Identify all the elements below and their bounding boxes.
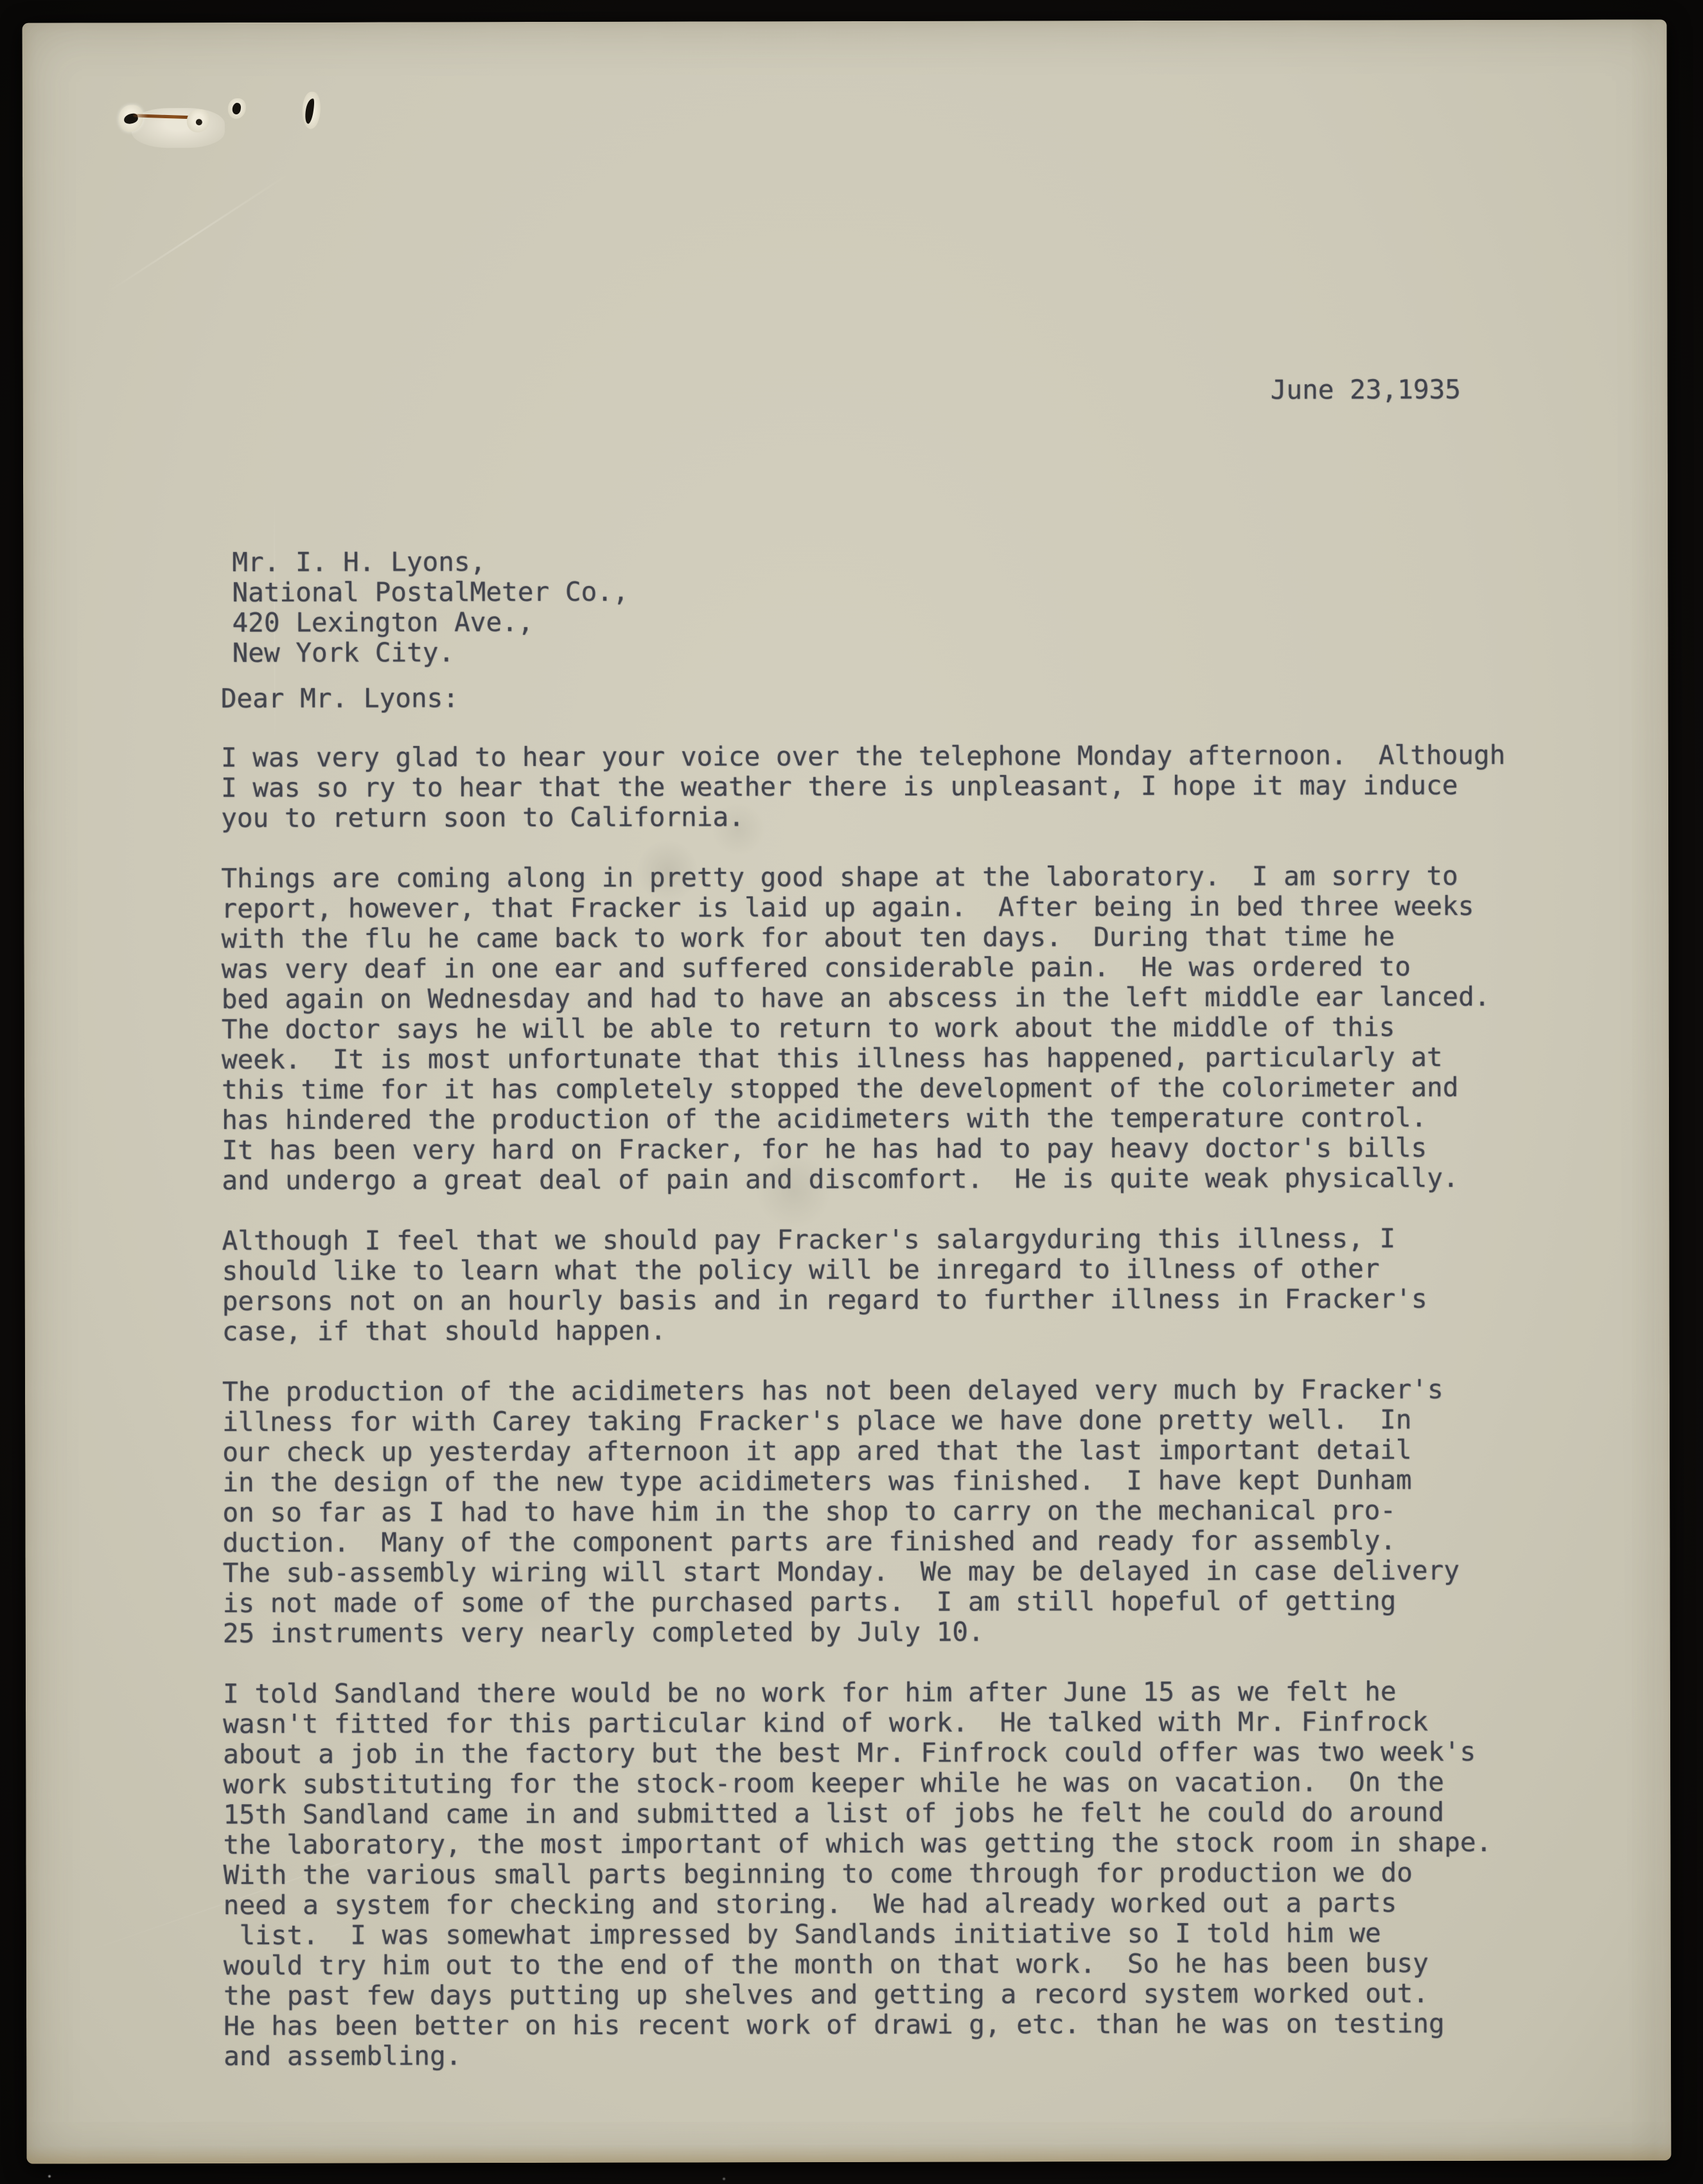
text-line: and assembling.: [224, 2040, 462, 2072]
text-line: about a job in the factory but the best Mr. Finfrock could offer was two week's: [223, 1736, 1476, 1770]
text-line: work substituting for the stock-room keeper while he was on vacation. On the: [223, 1766, 1444, 1800]
text-line: list. I was somewhat impressed by Sandlands initiative so I told him we: [223, 1917, 1381, 1951]
text-line: illness for with Carey taking Fracker's place we have done pretty well. In: [222, 1404, 1412, 1438]
text-line: and undergo a great deal of pain and discomfort. He is quite weak physically.: [222, 1162, 1459, 1196]
text-line: week. It is most unfortunate that this illness has happened, particularly at: [221, 1042, 1443, 1076]
text-line: 15th Sandland came in and submitted a list of jobs he felt he could do around: [223, 1797, 1445, 1831]
text-line: The production of the acidimeters has not been delayed very much by Fracker's: [222, 1374, 1443, 1408]
text-line: bed again on Wednesday and had to have an abscess in the left middle ear lanced.: [221, 981, 1490, 1015]
text-line: with the flu he came back to work for about ten days. During that time he: [221, 921, 1395, 955]
text-line: duction. Many of the component parts are finished and ready for assembly.: [222, 1525, 1397, 1559]
staple-hole-right-dark: [196, 119, 202, 125]
text-line: should like to learn what the policy will be inregard to illness of other: [222, 1253, 1380, 1287]
letter-page: [22, 19, 1672, 2163]
text-line: case, if that should happen.: [222, 1315, 666, 1347]
text-line: 25 instruments very nearly completed by July 10.: [222, 1616, 984, 1649]
recipient-address: [232, 547, 629, 668]
text-line: is not made of some of the purchased parts. I am still hopeful of getting: [222, 1585, 1397, 1619]
text-line: was very deaf in one ear and suffered considerable pain. He was ordered to: [221, 951, 1411, 985]
text-line: would try him out to the end of the month on that work. So he has been busy: [223, 1948, 1429, 1982]
salutation: Dear Mr. Lyons:: [220, 682, 459, 715]
date-line: June 23,1935: [1270, 373, 1461, 405]
letter-body: [221, 740, 1508, 2072]
address-line: New York City.: [232, 637, 455, 669]
address-line: 420 Lexington Ave.,: [232, 607, 534, 639]
text-line: our check up yesterday afternoon it app ared that the last important detail: [222, 1434, 1412, 1468]
text-line: persons not on an hourly basis and in regard to further illness in Fracker's: [222, 1283, 1427, 1317]
text-line: Things are coming along in pretty good shape at the laboratory. I am sorry to: [221, 860, 1458, 894]
address-line: National PostalMeter Co.,: [232, 576, 629, 608]
paragraph: [223, 1676, 1508, 2072]
paragraph: [222, 1223, 1506, 1347]
text-line: the past few days putting up shelves and getting a record system worked out.: [223, 1978, 1429, 2012]
text-line: It has been very hard on Fracker, for he has had to pay heavy doctor's bills: [222, 1132, 1427, 1166]
text-line: has hindered the production of the acidimeters with the temperature control.: [222, 1102, 1427, 1136]
crease-top-left: [107, 172, 291, 292]
text-line: I was very glad to hear your voice over the telephone Monday afternoon. Although: [220, 739, 1506, 774]
text-line: The sub-assembly wiring will start Monday. We may be delayed in case delivery: [222, 1555, 1460, 1589]
paragraph: [221, 861, 1506, 1196]
address-line: Mr. I. H. Lyons,: [232, 546, 486, 578]
text-line: I was so ry to hear that the weather there is unpleasant, I hope it may induce: [220, 770, 1458, 804]
paragraph: [222, 1374, 1507, 1649]
text-line: report, however, that Fracker is laid up again. After being in bed three weeks: [221, 890, 1474, 925]
text-line: wasn't fitted for this particular kind of work. He talked with Mr. Finfrock: [223, 1706, 1429, 1740]
text-line: The doctor says he will be able to return to work about the middle of this: [221, 1011, 1395, 1045]
text-line: Although I feel that we should pay Fracker's salargyduring this illness, I: [222, 1223, 1396, 1257]
text-line: He has been better on his recent work of drawi g, etc. than he was on testing: [223, 2008, 1445, 2042]
text-line: in the design of the new type acidimeters was finished. I have kept Dunham: [222, 1464, 1412, 1498]
text-line: this time for it has completely stopped the development of the colorimeter and: [221, 1072, 1459, 1106]
text-line: need a system for checking and storing. We had already worked out a parts: [223, 1887, 1397, 1921]
text-line: With the various small parts beginning to come through for production we do: [223, 1857, 1413, 1891]
paragraph: [221, 740, 1506, 833]
text-line: you to return soon to California.: [221, 801, 745, 834]
text-line: the laboratory, the most important of which was getting the stock room in shape.: [223, 1826, 1492, 1861]
text-line: on so far as I had to have him in the shop to carry on the mechanical pro-: [222, 1495, 1397, 1529]
text-line: I told Sandland there would be no work for him after June 15 as we felt he: [222, 1676, 1397, 1710]
